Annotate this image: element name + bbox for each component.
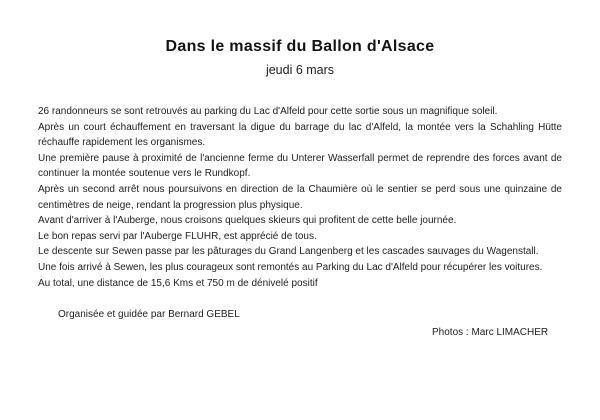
paragraph-line: Après un court échauffement en traversant la digue du barrage du lac d'Alfeld, la montée vers la Schahling Hütte réchauffe rapidement les organismes. <box>38 121 562 149</box>
page-title: Dans le massif du Ballon d'Alsace <box>165 38 435 55</box>
paragraph-line: 26 randonneurs se sont retrouvés au parking du Lac d'Alfeld pour cette sortie sous un magnifique soleil. <box>38 106 498 117</box>
report-text <box>38 104 562 291</box>
paragraph-line: Une première pause à proximité de l'ancienne ferme du Unterer Wasserfall permet de reprendre des forces avant de continuer la montée soutenue vers le Rundkopf. <box>38 152 562 180</box>
photo-credit: Photos : Marc LIMACHER <box>432 327 549 338</box>
organizer-credit: Organisée et guidée par Bernard GEBEL <box>58 309 240 320</box>
document-header <box>0 38 600 77</box>
paragraph-line: Au total, une distance de 15,6 Kms et 750 m de dénivelé positif <box>38 277 318 289</box>
paragraph-line: Avant d'arriver à l'Auberge, nous croisons quelques skieurs qui profitent de cette belle journée. <box>38 215 457 227</box>
page-subtitle: jeudi 6 mars <box>265 63 335 77</box>
paragraph-line: Une fois arrivé à Sewen, les plus courageux sont remontés au Parking du Lac d'Alfeld pour récupérer les voitures. <box>38 261 543 273</box>
paragraph-line: Le bon repas servi par l'Auberge FLUHR, est apprécié de tous. <box>38 230 317 242</box>
paragraph-line: Le descente sur Sewen passe par les pâturages du Grand Langenberg et les cascades sauvages du Wagenstall. <box>38 246 539 258</box>
paragraph-line: Après un second arrêt nous poursuivons en direction de la Chaumière où le sentier se perd sous une quinzaine de centimètres de neige, rendant la progression plus physique. <box>38 183 562 211</box>
